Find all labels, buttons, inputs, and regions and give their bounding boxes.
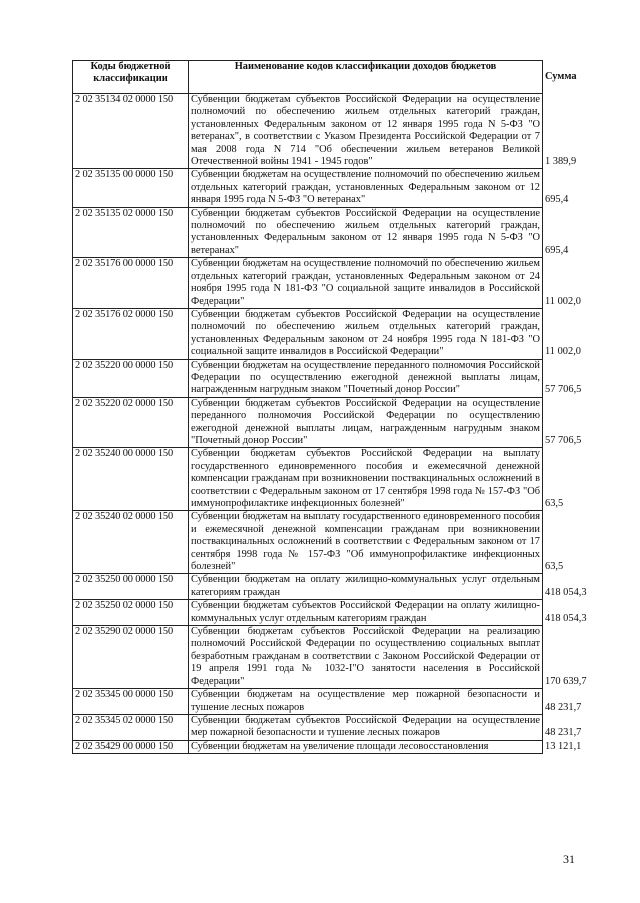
table-row: 2 02 35250 00 0000 150 Субвенции бюджетам на оплату жилищно-коммунальных услуг отдельным категориям граждан 418 054,3 — [73, 574, 543, 600]
row-code: 2 02 35250 00 0000 150 — [73, 574, 189, 600]
row-code: 2 02 35250 02 0000 150 — [73, 600, 189, 626]
table-row: 2 02 35135 02 0000 150 Субвенции бюджетам субъектов Российской Федерации на осуществление полномочий по обеспечению жильем отдельных категорий граждан, установленных Федеральным законом от 12 января 1995 года N 5-ФЗ "О ветеранах" 695,4 — [73, 207, 543, 258]
table-row: 2 02 35176 00 0000 150 Субвенции бюджетам на осуществление полномочий по обеспечению жильем отдельных категорий граждан, установленных Федеральным законом от 24 ноября 1995 года N 181-ФЗ "О социальной защите инвалидов в Российской Федерации" 11 002,0 — [73, 258, 543, 309]
row-name: Субвенции бюджетам субъектов Российской Федерации на выплату государственного единовременного пособия и ежемесячной денежной компенсации гражданам при возникновении поствакцинальных осложнений в соответствии с Федеральным законом от 17 сентября 1998 года № 157-ФЗ "Об иммунопрофилактике инфекционных болезней" — [189, 448, 543, 511]
header-name: Наименование кодов классификации доходов бюджетов — [189, 61, 543, 94]
row-code: 2 02 35240 02 0000 150 — [73, 511, 189, 574]
row-code: 2 02 35345 00 0000 150 — [73, 689, 189, 715]
row-name: Субвенции бюджетам на увеличение площади лесовосстановления — [189, 740, 543, 753]
table-row: 2 02 35250 02 0000 150 Субвенции бюджетам субъектов Российской Федерации на оплату жилищно-коммунальных услуг отдельным категориям граждан 418 054,3 — [73, 600, 543, 626]
row-name: Субвенции бюджетам на оплату жилищно-коммунальных услуг отдельным категориям граждан — [189, 574, 543, 600]
row-name: Субвенции бюджетам субъектов Российской Федерации на осуществление полномочий по обеспечению жильем отдельных категорий граждан, установленных Федеральным законом от 12 января 1995 года N 5-ФЗ "О ветеранах" — [189, 207, 543, 258]
row-name: Субвенции бюджетам субъектов Российской Федерации на осуществление полномочий по обеспечению жильем отдельных категорий граждан, установленных Федеральным законом от 12 января 1995 года N 5-ФЗ "О ветеранах", в соответствии с Указом Президента Российской Федерации от 7 мая 2008 года N 714 "Об обеспечении жильем ветеранов Великой Отечественной войны 1941 - 1945 годов" — [189, 94, 543, 169]
row-code: 2 02 35429 00 0000 150 — [73, 740, 189, 753]
table-row: 2 02 35240 00 0000 150 Субвенции бюджетам субъектов Российской Федерации на выплату государственного единовременного пособия и ежемесячной денежной компенсации гражданам при возникновении поствакцинальных осложнений в соответствии с Федеральным законом от 17 сентября 1998 года № 157-ФЗ "Об иммунопрофилактике инфекционных болезней" 63,5 — [73, 448, 543, 511]
table-row: 2 02 35429 00 0000 150 Субвенции бюджетам на увеличение площади лесовосстановления 13 121,1 — [73, 740, 543, 753]
row-code: 2 02 35220 02 0000 150 — [73, 397, 189, 448]
row-name: Субвенции бюджетам на осуществление полномочий по обеспечению жильем отдельных категорий граждан, установленных Федеральным законом от 24 ноября 1995 года N 181-ФЗ "О социальной защите инвалидов в Российской Федерации" — [189, 258, 543, 309]
header-code: Коды бюджетной классификации — [73, 61, 189, 94]
row-name: Субвенции бюджетам субъектов Российской Федерации на оплату жилищно-коммунальных услуг отдельным категориям граждан — [189, 600, 543, 626]
row-name: Субвенции бюджетам на осуществление переданного полномочия Российской Федерации по осуществлению ежегодной денежной выплаты лицам, награжденным нагрудным знаком "Почетный донор России" — [189, 359, 543, 397]
row-name: Субвенции бюджетам субъектов Российской Федерации на осуществление мер пожарной безопасности и тушение лесных пожаров — [189, 714, 543, 740]
table-row: 2 02 35345 02 0000 150 Субвенции бюджетам субъектов Российской Федерации на осуществление мер пожарной безопасности и тушение лесных пожаров 48 231,7 — [73, 714, 543, 740]
table-row: 2 02 35134 02 0000 150 Субвенции бюджетам субъектов Российской Федерации на осуществление полномочий по обеспечению жильем отдельных категорий граждан, установленных Федеральным законом от 12 января 1995 года N 5-ФЗ "О ветеранах", в соответствии с Указом Президента Российской Федерации от 7 мая 2008 года N 714 "Об обеспечении жильем ветеранов Великой Отечественной войны 1941 - 1945 годов" 1 389,9 — [73, 94, 543, 169]
table-row: 2 02 35220 02 0000 150 Субвенции бюджетам субъектов Российской Федерации на осуществление переданного полномочия Российской Федерации по осуществлению ежегодной денежной выплаты лицам, награжденным нагрудным знаком "Почетный донор России" 57 706,5 — [73, 397, 543, 448]
row-code: 2 02 35135 00 0000 150 — [73, 169, 189, 207]
row-code: 2 02 35135 02 0000 150 — [73, 207, 189, 258]
table-body — [73, 94, 587, 754]
row-name: Субвенции бюджетам на осуществление полномочий по обеспечению жильем отдельных категорий граждан, установленных Федеральным законом от 12 января 1995 года N 5-ФЗ "О ветеранах" — [189, 169, 543, 207]
table-header-row: Коды бюджетной классификации Наименование кодов классификации доходов бюджетов Сумма — [73, 61, 543, 94]
budget-classification-table — [72, 60, 587, 754]
table-row: 2 02 35290 02 0000 150 Субвенции бюджетам субъектов Российской Федерации на реализацию полномочий Российской Федерации по осуществлению социальных выплат безработным гражданам в соответствии с Законом Российской Федерации от 19 апреля 1991 года № 1032-I"О занятости населения в Российской Федерации" 170 639,7 — [73, 626, 543, 689]
page-number: 31 — [563, 852, 575, 866]
table-row: 2 02 35135 00 0000 150 Субвенции бюджетам на осуществление полномочий по обеспечению жильем отдельных категорий граждан, установленных Федеральным законом от 12 января 1995 года N 5-ФЗ "О ветеранах" 695,4 — [73, 169, 543, 207]
row-code: 2 02 35220 00 0000 150 — [73, 359, 189, 397]
row-code: 2 02 35240 00 0000 150 — [73, 448, 189, 511]
row-name: Субвенции бюджетам субъектов Российской Федерации на осуществление переданного полномочия Российской Федерации по осуществлению ежегодной денежной выплаты лицам, награжденным нагрудным знаком "Почетный донор России" — [189, 397, 543, 448]
row-code: 2 02 35345 02 0000 150 — [73, 714, 189, 740]
row-name: Субвенции бюджетам субъектов Российской Федерации на осуществление полномочий по обеспечению жильем отдельных категорий граждан, установленных Федеральным законом от 24 ноября 1995 года N 181-ФЗ "О социальной защите инвалидов в Российской Федерации" — [189, 308, 543, 359]
row-code: 2 02 35290 02 0000 150 — [73, 626, 189, 689]
row-name: Субвенции бюджетам субъектов Российской Федерации на реализацию полномочий Российской Федерации по осуществлению социальных выплат безработным гражданам в соответствии с Законом Российской Федерации от 19 апреля 1991 года № 1032-I"О занятости населения в Российской Федерации" — [189, 626, 543, 689]
table-row: 2 02 35345 00 0000 150 Субвенции бюджетам на осуществление мер пожарной безопасности и тушение лесных пожаров 48 231,7 — [73, 689, 543, 715]
table-row: 2 02 35240 02 0000 150 Субвенции бюджетам на выплату государственного единовременного пособия и ежемесячной денежной компенсации гражданам при возникновении поствакцинальных осложнений в соответствии с Федеральным законом от 17 сентября 1998 года № 157-ФЗ "Об иммунопрофилактике инфекционных болезней" 63,5 — [73, 511, 543, 574]
row-name: Субвенции бюджетам на осуществление мер пожарной безопасности и тушение лесных пожаров — [189, 689, 543, 715]
row-code: 2 02 35176 02 0000 150 — [73, 308, 189, 359]
row-code: 2 02 35176 00 0000 150 — [73, 258, 189, 309]
row-code: 2 02 35134 02 0000 150 — [73, 94, 189, 169]
table-row: 2 02 35220 00 0000 150 Субвенции бюджетам на осуществление переданного полномочия Российской Федерации по осуществлению ежегодной денежной выплаты лицам, награжденным нагрудным знаком "Почетный донор России" 57 706,5 — [73, 359, 543, 397]
table-row: 2 02 35176 02 0000 150 Субвенции бюджетам субъектов Российской Федерации на осуществление полномочий по обеспечению жильем отдельных категорий граждан, установленных Федеральным законом от 24 ноября 1995 года N 181-ФЗ "О социальной защите инвалидов в Российской Федерации" 11 002,0 — [73, 308, 543, 359]
row-name: Субвенции бюджетам на выплату государственного единовременного пособия и ежемесячной денежной компенсации гражданам при возникновении поствакцинальных осложнений в соответствии с Федеральным законом от 17 сентября 1998 года № 157-ФЗ "Об иммунопрофилактике инфекционных болезней" — [189, 511, 543, 574]
